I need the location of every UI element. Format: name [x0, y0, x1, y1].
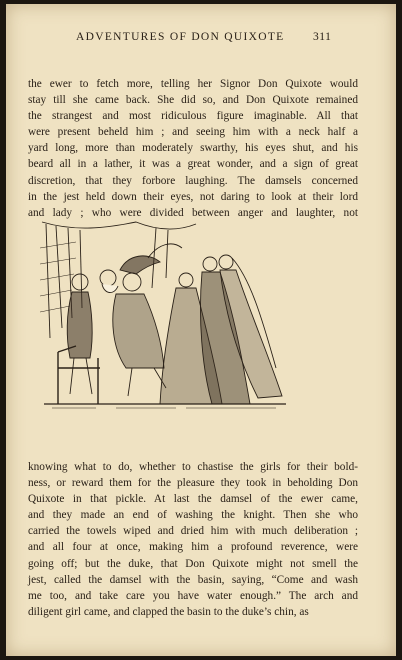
paragraph-bottom: [28, 459, 358, 620]
figure-body: [113, 294, 164, 368]
engraving-drawing: [36, 218, 298, 414]
text-line: and they made an end of washing the knight. Then she who: [28, 509, 358, 522]
figure-head: [203, 257, 217, 271]
text-line: diligent girl came, and clapped the basin to the duke’s chin, as: [28, 605, 309, 618]
text-line: and lady ; who were divided between anger and laughter, not: [28, 206, 358, 219]
text-line: me too, and take care you have water enough.” The arch and: [28, 589, 358, 602]
text-line: yard long, more than moderately swarthy, his eyes shut, and his: [28, 142, 358, 155]
text-line: the ewer to fetch more, telling her Signor Don Quixote would: [28, 78, 358, 90]
text-line: carried the towels wiped and dried him with much deliberation ;: [28, 525, 358, 538]
text-line: beard all in a lather, it was a great wonder, and a sign of great: [28, 158, 358, 171]
figure-head: [123, 273, 141, 291]
plumed-hat: [120, 256, 160, 274]
paragraph-top: [28, 76, 358, 221]
text-line: ness, or reward them for the pleasure they took in beholding Don: [28, 477, 358, 490]
text-line: the strangest and most ridiculous figure imaginable. All that: [28, 110, 358, 123]
text-line: were present beheld him ; and seeing him with a neck half a: [28, 126, 358, 139]
hat-plume: [148, 244, 182, 258]
text-line: Quixote in that pickle. At last the damsel of the ewer came,: [28, 493, 358, 506]
page-number: 311: [313, 31, 332, 43]
figure-legs: [128, 368, 166, 396]
figure-head: [179, 273, 193, 287]
curtain-fold: [46, 224, 50, 338]
page-header: [6, 31, 396, 45]
engraving-illustration: [36, 218, 298, 414]
figure-head: [100, 270, 116, 286]
running-title: ADVENTURES OF DON QUIXOTE: [76, 31, 285, 43]
text-line: stay till she came back. She did so, and Don Quixote remained: [28, 94, 358, 107]
curtain-drape: [42, 222, 196, 229]
figure-head: [72, 274, 88, 290]
text-line: jest, called the damsel with the basin, saying, “Come and wash: [28, 573, 358, 586]
text-line: and all four at once, making him a profound reverence, were: [28, 541, 358, 554]
book-page: [6, 4, 396, 656]
curtain-fold: [166, 230, 168, 278]
figure-legs: [70, 358, 92, 394]
text-line: discretion, that they forbore laughing. The damsels concerned: [28, 174, 358, 187]
lathered-beard: [102, 284, 118, 293]
text-line: going off; but the duke, that Don Quixote might not smell the: [28, 557, 358, 570]
text-line: knowing what to do, whether to chastise the girls for their bold-: [28, 461, 358, 473]
figure-head: [219, 255, 233, 269]
text-line: in the jest held down their eyes, not daring to look at their lord: [28, 190, 358, 203]
